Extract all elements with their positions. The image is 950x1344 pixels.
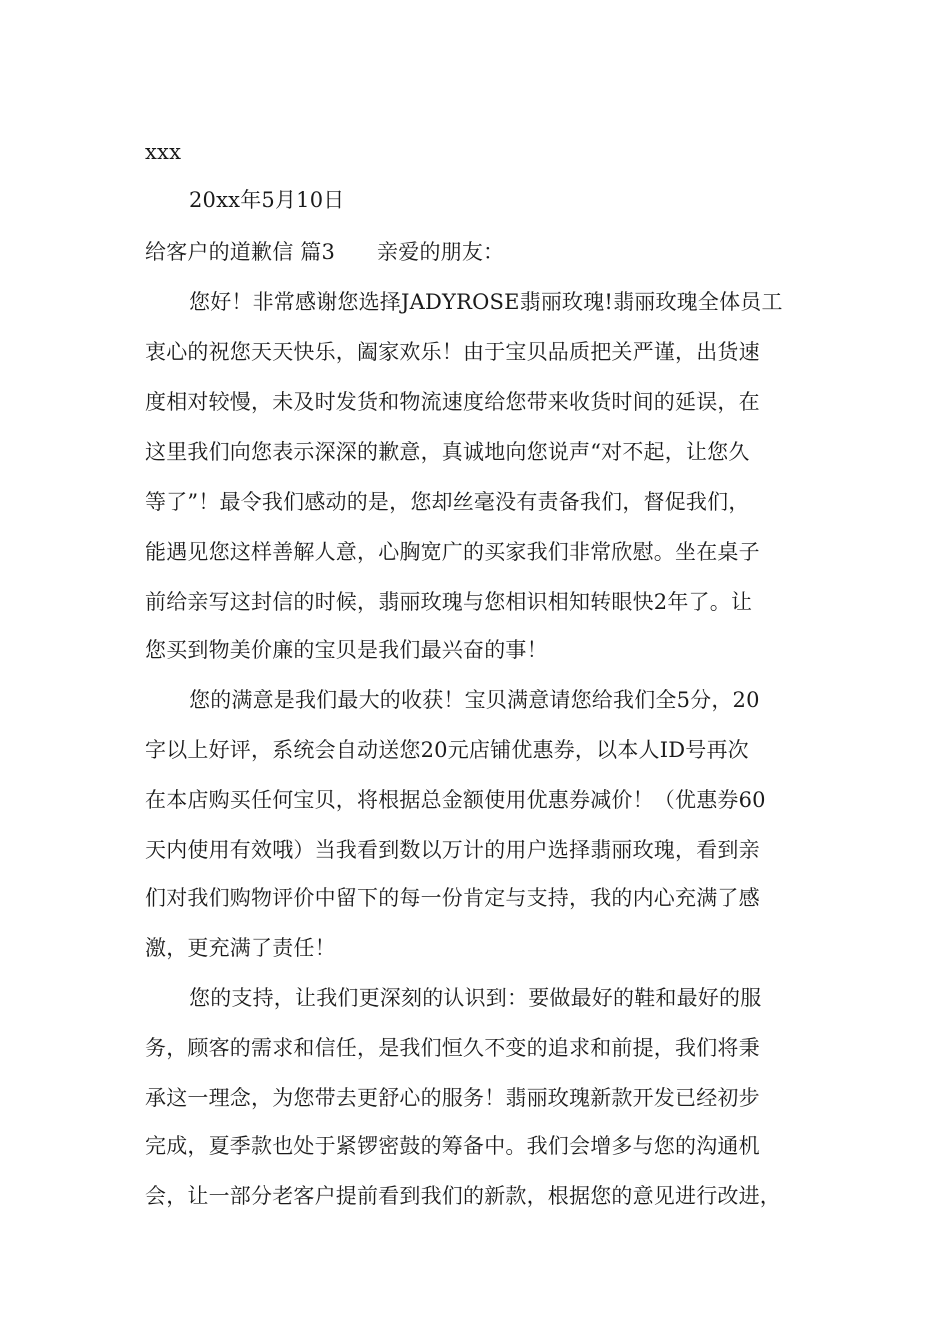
paragraph-2-line-2: 字以上好评，系统会自动送您20元店铺优惠券，以本人ID号再次 [145,738,749,762]
paragraph-2-line-4: 天内使用有效哦）当我看到数以万计的用户选择翡丽玫瑰，看到亲 [145,838,760,862]
paragraph-1-line-1: 您好！非常感谢您选择JADYROSE翡丽玫瑰!翡丽玫瑰全体员工 [189,290,783,314]
paragraph-2-line-5: 们对我们购物评价中留下的每一份肯定与支持，我的内心充满了感 [145,886,760,910]
paragraph-1-line-4: 这里我们向您表示深深的歉意，真诚地向您说声“对不起，让您久 [145,440,750,464]
signature-text: xxx [145,140,182,164]
paragraph-1-line-7: 前给亲写这封信的时候，翡丽玫瑰与您相识相知转眼快2年了。让 [145,590,753,614]
paragraph-2-line-6: 激，更充满了责任！ [145,936,336,960]
paragraph-3-line-1: 您的支持，让我们更深刻的认识到：要做最好的鞋和最好的服 [189,986,762,1010]
paragraph-1-line-5: 等了”！最令我们感动的是，您却丝毫没有责备我们，督促我们， [145,490,750,514]
heading-line [145,240,504,264]
paragraph-2-line-3: 在本店购买任何宝贝，将根据总金额使用优惠券减价！（优惠券60 [145,788,766,812]
letter-date: 20xx年5月10日 [189,188,345,212]
letter-heading: 给客户的道歉信 篇3 [145,240,336,264]
paragraph-3-line-4: 完成，夏季款也处于紧锣密鼓的筹备中。我们会增多与您的沟通机 [145,1134,760,1158]
paragraph-3-line-5: 会，让一部分老客户提前看到我们的新款，根据您的意见进行改进， [145,1184,781,1208]
paragraph-1-line-2: 衷心的祝您天天快乐，阖家欢乐！由于宝贝品质把关严谨，出货速 [145,340,760,364]
salutation: 亲爱的朋友： [377,240,505,264]
paragraph-2-line-1: 您的满意是我们最大的收获！宝贝满意请您给我们全5分，20 [189,688,760,712]
paragraph-3-line-2: 务，顾客的需求和信任，是我们恒久不变的追求和前提，我们将秉 [145,1036,760,1060]
paragraph-1-line-3: 度相对较慢，未及时发货和物流速度给您带来收货时间的延误，在 [145,390,760,414]
paragraph-3-line-3: 承这一理念，为您带去更舒心的服务！翡丽玫瑰新款开发已经初步 [145,1086,760,1110]
paragraph-1-line-8: 您买到物美价廉的宝贝是我们最兴奋的事！ [145,638,548,662]
paragraph-1-line-6: 能遇见您这样善解人意，心胸宽广的买家我们非常欣慰。坐在桌子 [145,540,760,564]
